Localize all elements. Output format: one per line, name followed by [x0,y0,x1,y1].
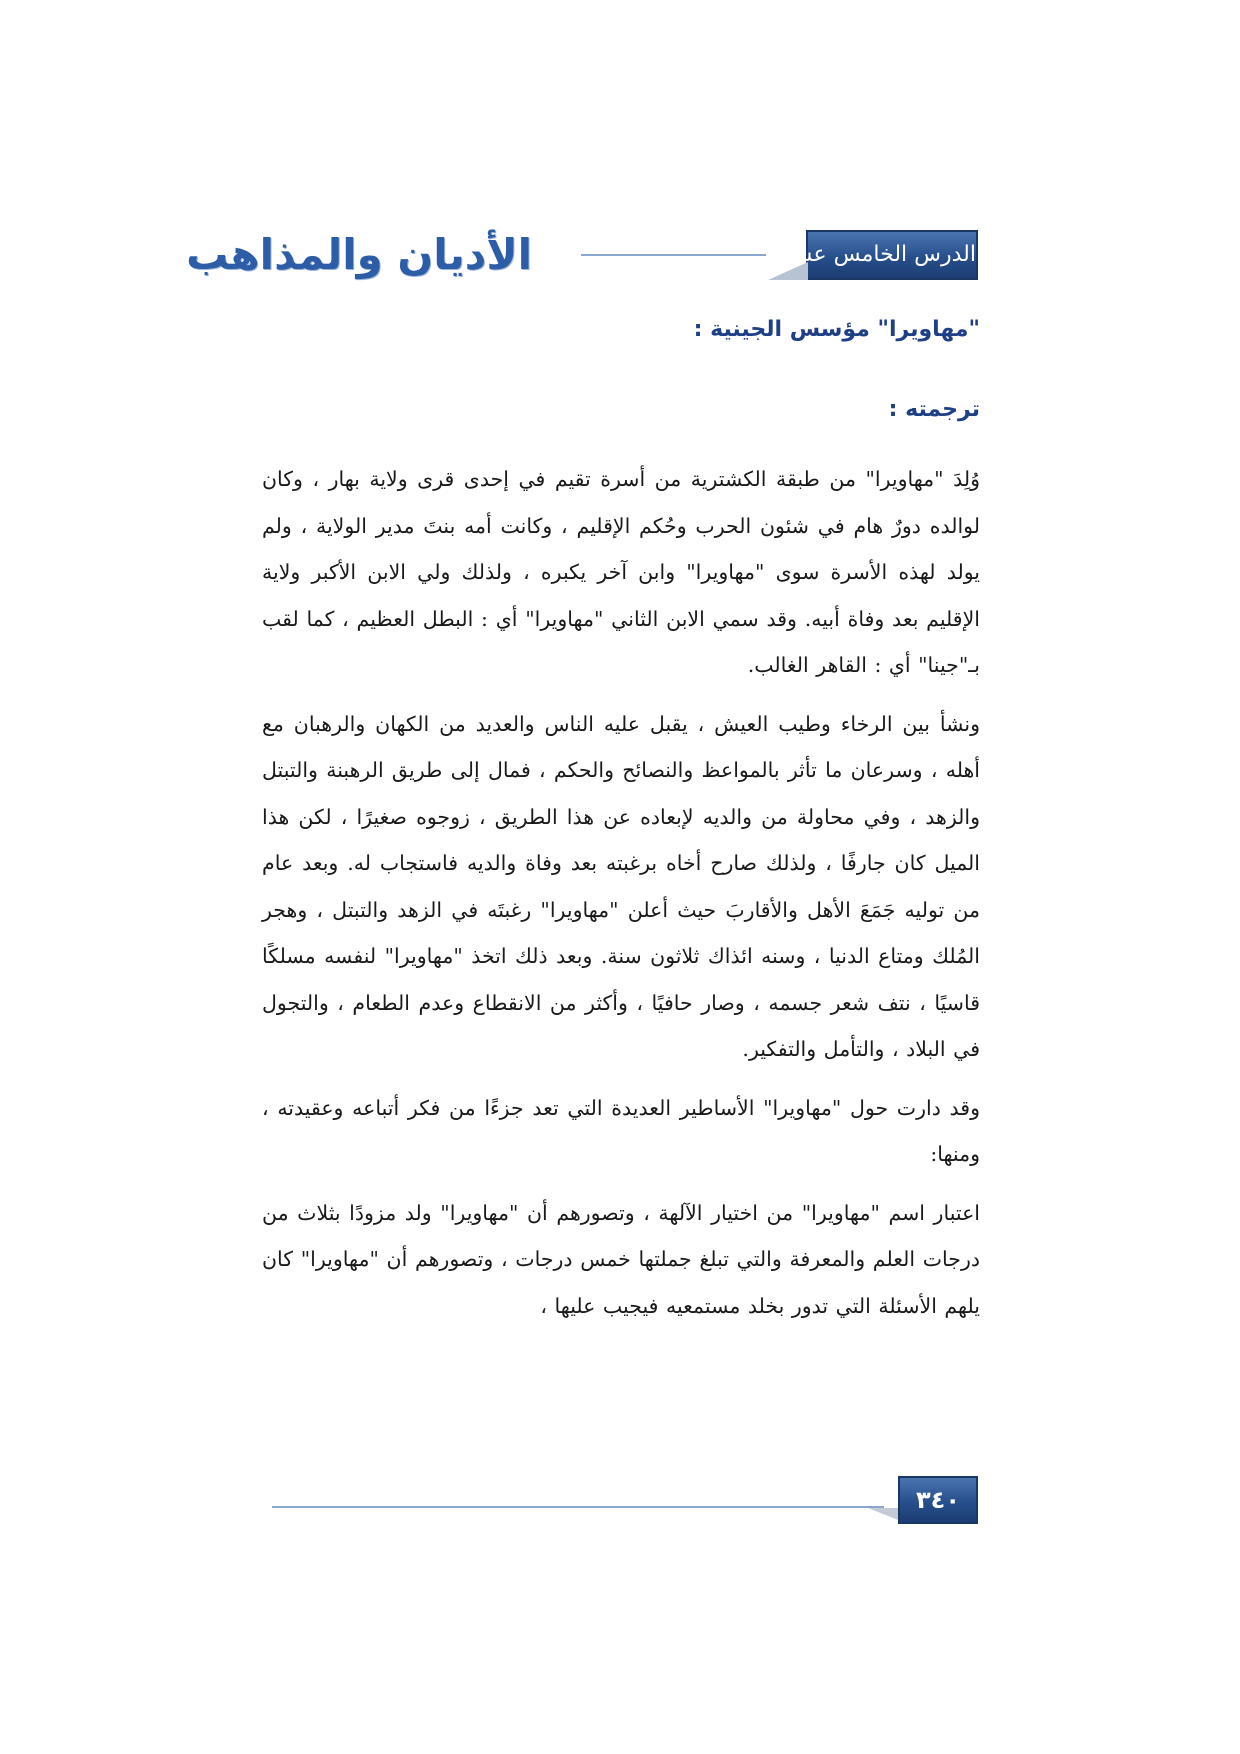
paragraph-legends: اعتبار اسم "مهاويرا" من اختيار الآلهة ، وتصورهم أن "مهاويرا" ولد مزودًا بثلاث من درجات العلم والمعرفة والتي تبلغ جملتها خمس درجات ، وتصورهم أن "مهاويرا" كان يلهم الأسئلة التي تدور بخلد مستمعيه فيجيب عليها ، [262,1200,980,1318]
page-content [262,310,980,1341]
footer-divider [272,1506,884,1508]
page-number: ٣٤٠ [898,1476,978,1524]
section-title: "مهاويرا" مؤسس الجينية : [693,317,980,342]
subsection-title: ترجمته : [888,397,980,422]
paragraph-biography: وُلِدَ "مهاويرا" من طبقة الكشترية من أسرة تقيم في إحدى قرى ولاية بهار ، وكان لوالده دورٌ هام في شئون الحرب وحُكم الإقليم ، وكانت أمه بنتَ مدير الولاية ، ولم يولد لهذه الأسرة سوى "مهاويرا" وابن آخر يكبره ، ولذلك ولي الابن الأكبر ولاية الإقليم بعد وفاة أبيه. وقد سمي الابن الثاني "مهاويرا" أي : البطل العظيم ، كما لقب بـ"جينا" أي : القاهر الغالب. [262,467,980,677]
header-divider [581,254,766,256]
lesson-badge: الدرس الخامس عشر [806,230,978,280]
paragraph-legends-intro: وقد دارت حول "مهاويرا" الأساطير العديدة التي تعد جزءًا من فكر أتباعه وعقيدته ، ومنها: [262,1095,980,1166]
paragraph-upbringing: ونشأ بين الرخاء وطيب العيش ، يقبل عليه الناس والعديد من الكهان والرهبان مع أهله ، وسرعان ما تأثر بالمواعظ والنصائح والحكم ، فمال إلى طريق الرهبنة والتبتل والزهد ، وفي محاولة من والديه لإبعاده عن هذا الطريق ، زوجوه صغيرًا ، لكن هذا الميل كان جارفًا ، ولذلك صارح أخاه برغبته بعد وفاة والديه فاستجاب له. وبعد عام من توليه جَمَعَ الأهل والأقاربَ حيث أعلن "مهاويرا" رغبتَه في الزهد والتبتل ، وهجر المُلك ومتاع الدنيا ، وسنه ائذاك ثلاثون سنة. وبعد ذلك اتخذ "مهاويرا" لنفسه مسلكًا قاسيًا ، نتف شعر جسمه ، وصار حافيًا ، وأكثر من الانقطاع وعدم الطعام ، والتجول في البلاد ، والتأمل والتفكير. [262,711,980,1061]
page-header [186,226,978,286]
book-title: الأديان والمذاهب [186,230,532,279]
page-footer [272,1476,978,1526]
